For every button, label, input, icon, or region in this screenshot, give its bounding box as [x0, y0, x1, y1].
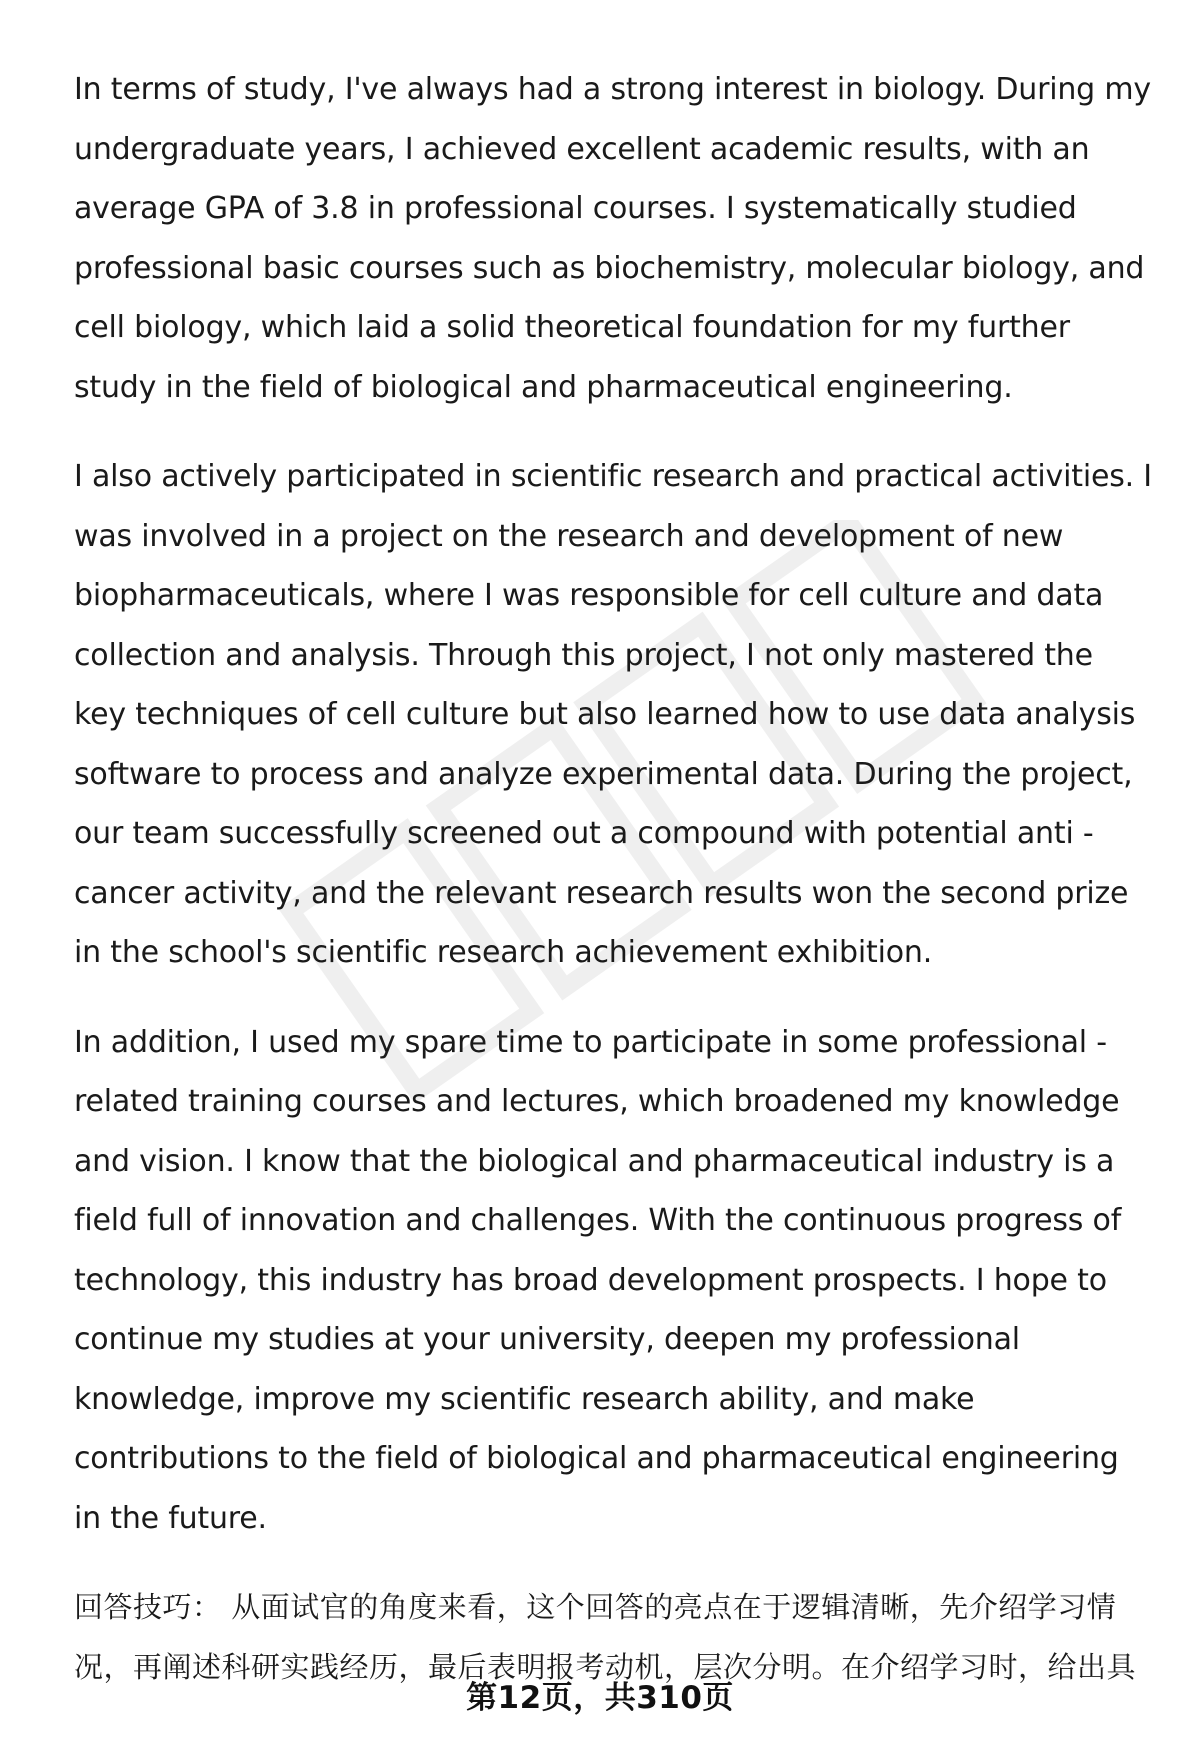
page-number: 第12页，共310页 — [466, 1680, 734, 1716]
paragraph-motivation: In addition, I used my spare time to participate in some professional - related training courses and lectures, which broadened my knowledge and vision. I know that the biological and pharmaceutical industry is a field full of innovation and challenges. With the continuous progress of technology, this industry has broad development prospects. I hope to continue my studies at your university, deepen my professional knowledge, improve my scientific research ability, and make contributions to the field of biological and pharmaceutical engineering in the future. — [74, 1024, 1122, 1536]
paragraph-study: In terms of study, I've always had a strong interest in biology. During my undergraduate years, I achieved excellent academic results, with an average GPA of 3.8 in professional courses. I systematically studied professional basic courses such as biochemistry, molecular biology, and cell biology, which laid a solid theoretical foundation for my further study in the field of biological and pharmaceutical engineering. — [74, 72, 1151, 405]
paragraph-research: I also actively participated in scientific research and practical activities. I was involved in a project on the research and development of new biopharmaceuticals, where I was responsible for cell culture and data collection and analysis. Through this project, I not only mastered the key techniques of cell culture but also learned how to use data analysis software to process and analyze experimental data. During the project, our team successfully screened out a compound with potential anti - cancer activity, and the relevant research results won the second prize in the school's scientific research achievement exhibition. — [74, 459, 1152, 970]
document-body — [74, 60, 1154, 1697]
answer-tips: 回答技巧： 从面试官的角度来看，这个回答的亮点在于逻辑清晰，先介绍学习情况，再阐述科研实践经历，最后表明报考动机，层次分明。在介绍学习时，给出具 — [74, 1590, 1137, 1684]
